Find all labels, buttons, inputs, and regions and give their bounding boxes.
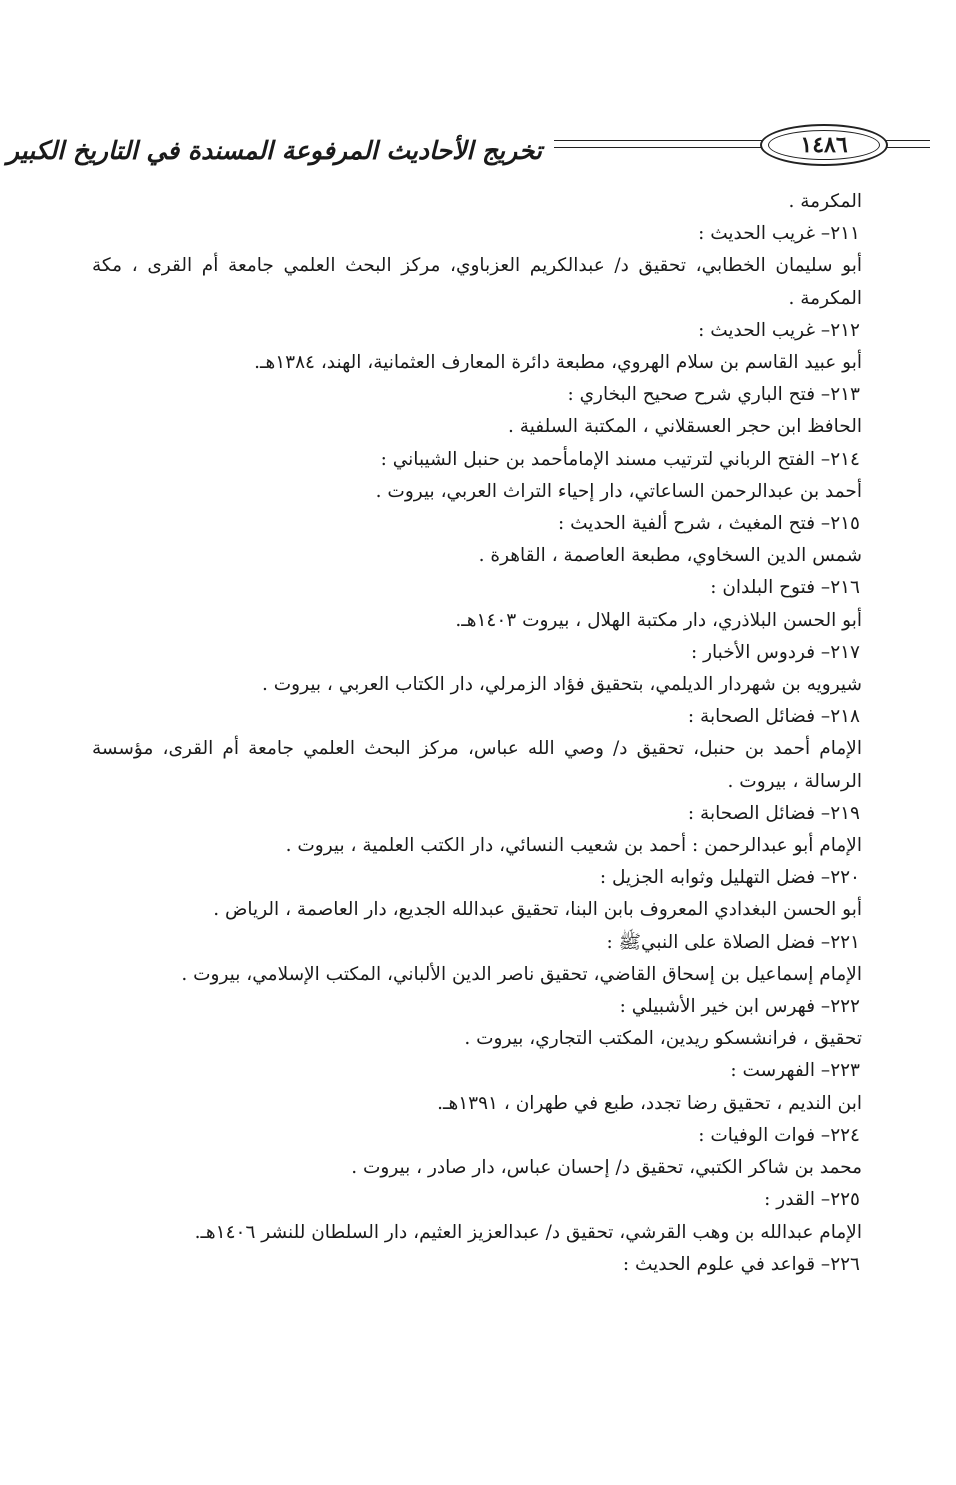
entry-description: الحافظ ابن حجر العسقلاني ، المكتبة السلفية . bbox=[508, 416, 862, 438]
entry-title: ٢١٧– فردوس الأخبار : bbox=[690, 641, 860, 663]
entry-description: شمس الدين السخاوي، مطبعة العاصمة ، القاهرة . bbox=[478, 545, 862, 567]
entry-title: ٢١٥– فتح المغيث ، شرح ألفية الحديث : bbox=[558, 513, 860, 535]
bibliography-list bbox=[92, 186, 862, 1281]
entry-description: أحمد بن عبدالرحمن الساعاتي، دار إحياء التراث العربي، بيروت . bbox=[375, 480, 862, 502]
header-rule bbox=[886, 147, 930, 148]
entry-description: الإمام إسماعيل بن إسحاق القاضي، تحقيق ناصر الدين الألباني، المكتب الإسلامي، بيروت . bbox=[181, 963, 862, 985]
header-rule bbox=[554, 140, 762, 141]
entry-title: ٢٢١– فضل الصلاة على النبيﷺ : bbox=[606, 931, 860, 953]
entry-title: ٢١٦– فتوح البلدان : bbox=[710, 577, 860, 599]
entry-description: أبو سليمان الخطابي، تحقيق د/ عبدالكريم العزباوي، مركز البحث العلمي جامعة أم القرى ، مكة المكرمة . bbox=[92, 255, 862, 309]
entry-title: ٢١٨– فضائل الصحابة : bbox=[687, 706, 860, 728]
running-title: تخريج الأحاديث المرفوعة المسندة في التاريخ الكبير bbox=[6, 136, 542, 165]
entry-description: أبو الحسن البغدادي المعروف بابن البنا، تحقيق عبدالله الجديع، دار العاصمة ، الرياض . bbox=[213, 899, 862, 921]
entry-description: الإمام أحمد بن حنبل، تحقيق د/ وصي الله عباس، مركز البحث العلمي جامعة أم القرى، مؤسسة الرسالة ، بيروت . bbox=[92, 738, 862, 792]
entry-title: ٢١٢– غريب الحديث : bbox=[698, 319, 860, 341]
page-number: ١٤٨٦ bbox=[768, 130, 880, 160]
entry-description: الإمام أبو عبدالرحمن : أحمد بن شعيب النسائي، دار الكتب العلمية ، بيروت . bbox=[285, 835, 862, 857]
entry-description: تحقيق ، فرانشسكو ريدين، المكتب التجاري، بيروت . bbox=[464, 1028, 862, 1050]
entry-description: ابن النديم ، تحقيق رضا تجدد، طبع في طهران ، ١٣٩١هـ. bbox=[437, 1092, 862, 1114]
entry-title: ٢٢٣– الفهرست : bbox=[730, 1060, 860, 1082]
entry-title: ٢٢٤– فوات الوفيات : bbox=[698, 1124, 860, 1146]
header-rule bbox=[886, 140, 930, 141]
page-number-badge bbox=[760, 124, 888, 166]
entry-title: ٢١٩– فضائل الصحابة : bbox=[687, 802, 860, 824]
entry-title: ٢١٤– الفتح الرباني لترتيب مسند الإمامأحمد بن حنبل الشيباني : bbox=[380, 448, 860, 470]
page-header bbox=[6, 118, 848, 176]
entry-description: أبو عبيد القاسم بن سلام الهروي، مطبعة دائرة المعارف العثمانية، الهند، ١٣٨٤هـ. bbox=[254, 352, 862, 374]
entry-title: ٢٢٦– قواعد في علوم الحديث : bbox=[622, 1253, 860, 1275]
entry-title: ٢١١– غريب الحديث : bbox=[698, 223, 860, 245]
entry-description: شيرويه بن شهردار الديلمي، بتحقيق فؤاد الزمرلي، دار الكتاب العربي ، بيروت . bbox=[262, 674, 862, 696]
entry-title: ٢٢٢– فهرس ابن خير الأشبيلي : bbox=[619, 996, 860, 1018]
header-rule bbox=[554, 147, 762, 148]
entry-description: الإمام عبدالله بن وهب القرشي، تحقيق د/ عبدالعزيز العثيم، دار السلطان للنشر ١٤٠٦هـ. bbox=[194, 1221, 862, 1243]
entry-title: ٢٢٥– القدر : bbox=[764, 1189, 860, 1211]
entry-description: المكرمة . bbox=[788, 191, 862, 212]
entry-title: ٢٢٠– فضل التهليل وثوابه الجزيل : bbox=[599, 867, 860, 889]
entry-title: ٢١٣– فتح الباري شرح صحيح البخاري : bbox=[567, 384, 860, 406]
entry-description: محمد بن شاكر الكتبي، تحقيق د/ إحسان عباس، دار صادر ، بيروت . bbox=[351, 1157, 862, 1179]
entry-description: أبو الحسن البلاذري، دار مكتبة الهلال ، بيروت ١٤٠٣هـ. bbox=[455, 609, 862, 631]
